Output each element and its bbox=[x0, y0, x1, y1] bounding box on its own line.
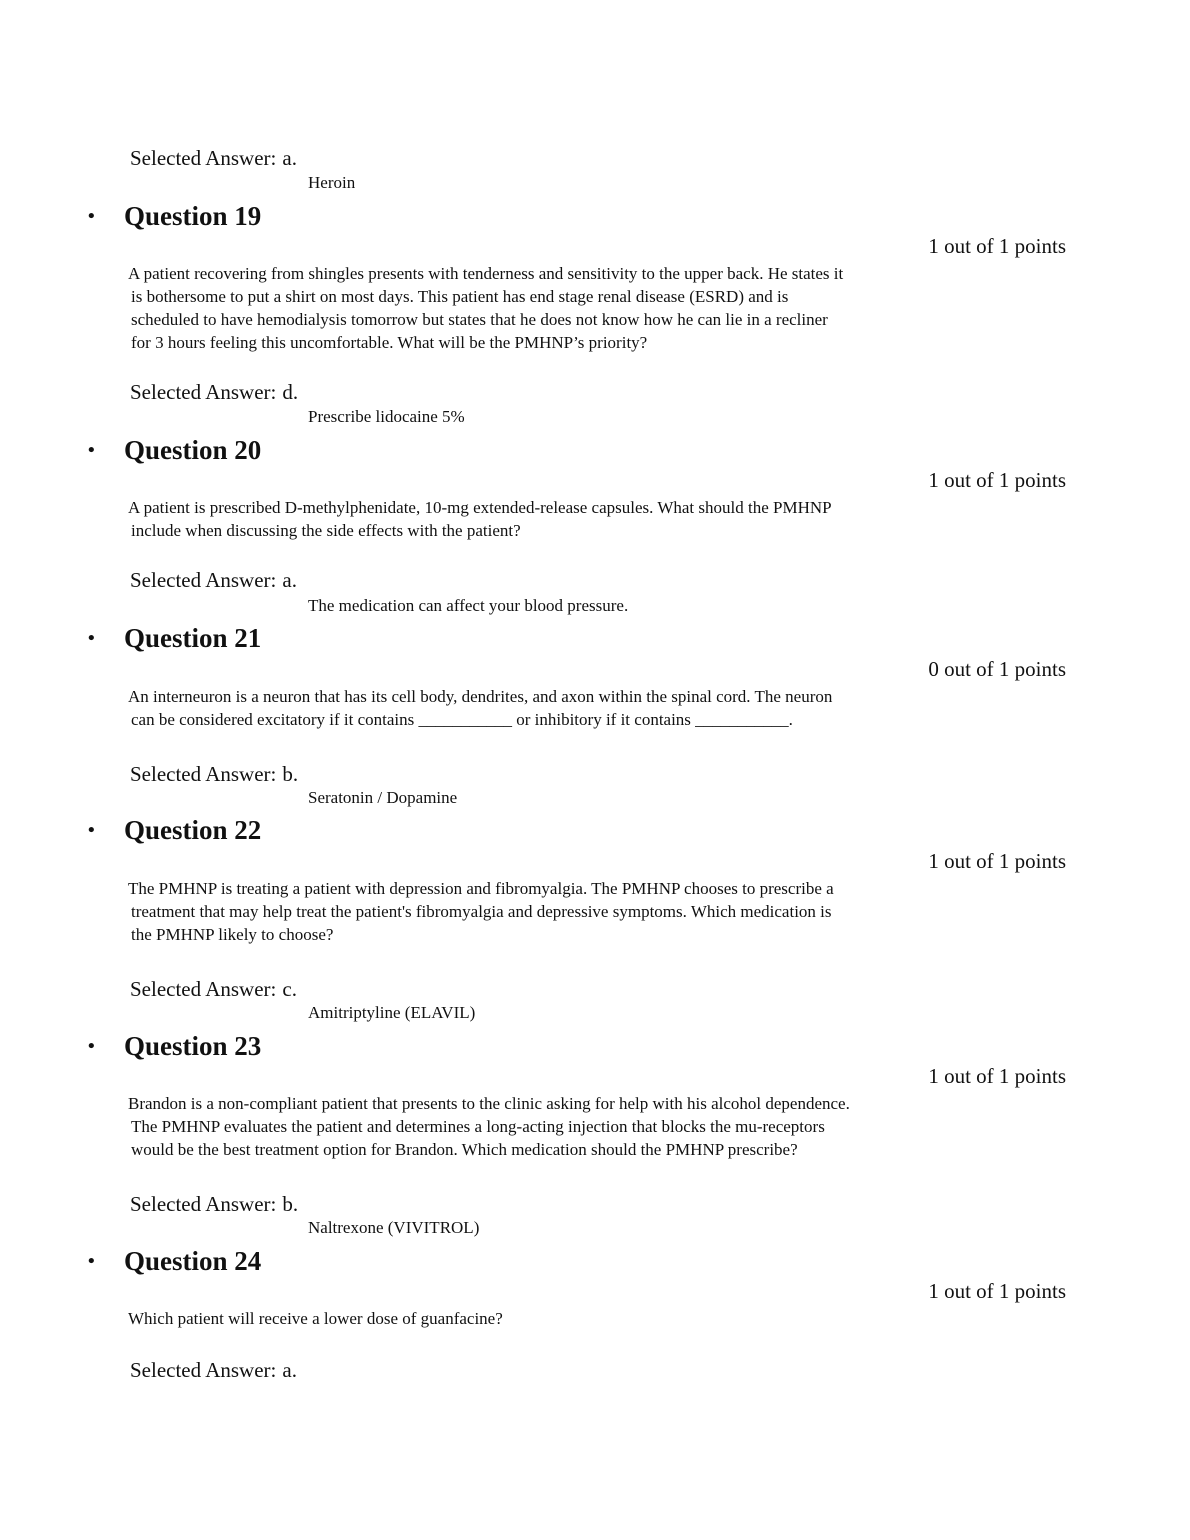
question-text-line: The PMHNP is treating a patient with depression and fibromyalgia. The PMHNP chooses to prescribe a bbox=[128, 879, 834, 898]
selected-answer-text: Selected Answer: bbox=[130, 977, 277, 1001]
selected-answer-label bbox=[130, 1192, 298, 1216]
question-text bbox=[128, 685, 832, 731]
question-text bbox=[128, 1092, 850, 1161]
question-text bbox=[128, 496, 832, 542]
selected-answer-value: Amitriptyline (ELAVIL) bbox=[308, 1003, 476, 1022]
question-title: Question 22 bbox=[124, 815, 262, 845]
question-title: Question 24 bbox=[124, 1246, 262, 1276]
question-title: Question 19 bbox=[124, 201, 262, 231]
selected-answer-label bbox=[130, 568, 297, 592]
bullet-icon: • bbox=[86, 628, 97, 649]
question-points: 1 out of 1 points bbox=[928, 234, 1066, 258]
question-text-line: Brandon is a non-compliant patient that presents to the clinic asking for help with his alcohol dependence. bbox=[128, 1094, 850, 1113]
question-text-line: An interneuron is a neuron that has its cell body, dendrites, and axon within the spinal cord. The neuron bbox=[128, 687, 833, 706]
question-text-line: A patient recovering from shingles presents with tenderness and sensitivity to the upper back. He states it bbox=[128, 264, 844, 283]
question-text bbox=[128, 1307, 503, 1330]
selected-answer-letter: a. bbox=[282, 1358, 297, 1382]
selected-answer-letter: d. bbox=[282, 380, 299, 404]
selected-answer-text: Selected Answer: bbox=[130, 1192, 277, 1216]
selected-answer-letter: a. bbox=[282, 146, 297, 170]
question-title: Question 20 bbox=[124, 435, 262, 465]
question-text-line: A patient is prescribed D-methylphenidate, 10-mg extended-release capsules. What should the PMHNP bbox=[128, 498, 832, 517]
question-text-line: can be considered excitatory if it contains ___________ or inhibitory if it contains ___________. bbox=[131, 710, 793, 729]
selected-answer-value: Prescribe lidocaine 5% bbox=[308, 407, 465, 426]
bullet-icon: • bbox=[86, 206, 97, 227]
selected-answer-value: Seratonin / Dopamine bbox=[308, 788, 458, 807]
question-text-line: The PMHNP evaluates the patient and determines a long-acting injection that blocks the mu-receptors bbox=[131, 1117, 825, 1136]
selected-answer-letter: c. bbox=[282, 977, 297, 1001]
bullet-icon: • bbox=[86, 1251, 97, 1272]
selected-answer-text: Selected Answer: bbox=[130, 1358, 277, 1382]
selected-answer-text: Selected Answer: bbox=[130, 568, 277, 592]
question-points: 1 out of 1 points bbox=[928, 468, 1066, 492]
question-text bbox=[128, 262, 843, 354]
selected-answer-text: Selected Answer: bbox=[130, 146, 277, 170]
question-points: 1 out of 1 points bbox=[928, 849, 1066, 873]
selected-answer-letter: b. bbox=[282, 762, 299, 786]
question-text-line: would be the best treatment option for Brandon. Which medication should the PMHNP prescribe? bbox=[131, 1140, 798, 1159]
question-text bbox=[128, 877, 834, 946]
selected-answer-label bbox=[130, 977, 297, 1001]
selected-answer-letter: a. bbox=[282, 568, 297, 592]
question-text-line: include when discussing the side effects with the patient? bbox=[131, 521, 521, 540]
selected-answer-text: Selected Answer: bbox=[130, 762, 277, 786]
selected-answer-letter: b. bbox=[282, 1192, 299, 1216]
question-title: Question 21 bbox=[124, 623, 262, 653]
question-points: 1 out of 1 points bbox=[928, 1064, 1066, 1088]
question-text-line: for 3 hours feeling this uncomfortable. What will be the PMHNP’s priority? bbox=[131, 333, 648, 352]
selected-answer-label bbox=[130, 762, 298, 786]
bullet-icon: • bbox=[86, 1036, 97, 1057]
question-text-line: scheduled to have hemodialysis tomorrow but states that he does not know how he can lie in a recliner bbox=[131, 310, 828, 329]
question-text-line: the PMHNP likely to choose? bbox=[131, 925, 334, 944]
question-points: 0 out of 1 points bbox=[928, 657, 1066, 681]
bullet-icon: • bbox=[86, 820, 97, 841]
selected-answer-value: Heroin bbox=[308, 173, 356, 192]
question-points: 1 out of 1 points bbox=[928, 1279, 1066, 1303]
question-text-line: is bothersome to put a shirt on most days. This patient has end stage renal disease (ESRD) and is bbox=[131, 287, 789, 306]
question-text-line: treatment that may help treat the patient's fibromyalgia and depressive symptoms. Which medication is bbox=[131, 902, 832, 921]
selected-answer-label bbox=[130, 1358, 297, 1382]
selected-answer-label bbox=[130, 146, 297, 170]
bullet-icon: • bbox=[86, 440, 97, 461]
selected-answer-text: Selected Answer: bbox=[130, 380, 277, 404]
selected-answer-value: The medication can affect your blood pressure. bbox=[308, 596, 629, 615]
question-text-line: Which patient will receive a lower dose of guanfacine? bbox=[128, 1309, 503, 1328]
selected-answer-label bbox=[130, 380, 298, 404]
question-title: Question 23 bbox=[124, 1031, 262, 1061]
selected-answer-value: Naltrexone (VIVITROL) bbox=[308, 1218, 480, 1237]
